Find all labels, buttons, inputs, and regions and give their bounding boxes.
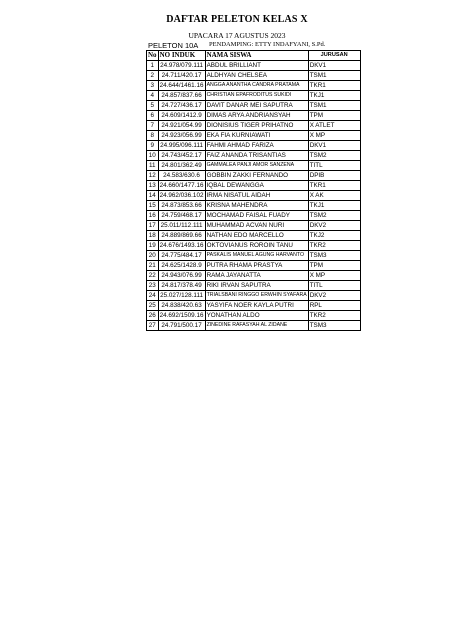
header-jurusan: JURUSAN bbox=[308, 51, 360, 61]
table-row bbox=[147, 301, 361, 311]
row-no-induk: 24.583/630.6 bbox=[158, 171, 205, 181]
row-jurusan: TKJ2 bbox=[308, 231, 360, 241]
table-row bbox=[147, 231, 361, 241]
row-number: 26 bbox=[147, 311, 159, 321]
table-row bbox=[147, 211, 361, 221]
row-no-induk: 24.801/362.49 bbox=[158, 161, 205, 171]
table-row bbox=[147, 281, 361, 291]
row-jurusan: TKR1 bbox=[308, 181, 360, 191]
row-jurusan: TSM2 bbox=[308, 211, 360, 221]
row-no-induk: 24.743/452.17 bbox=[158, 151, 205, 161]
row-jurusan: TITL bbox=[308, 161, 360, 171]
table-row bbox=[147, 111, 361, 121]
row-jurusan: RPL bbox=[308, 301, 360, 311]
table-row bbox=[147, 61, 361, 71]
row-no-induk: 24.711/420.17 bbox=[158, 71, 205, 81]
row-number: 18 bbox=[147, 231, 159, 241]
row-no-induk: 24.873/853.66 bbox=[158, 201, 205, 211]
row-jurusan: TSM3 bbox=[308, 251, 360, 261]
row-jurusan: X ATLET bbox=[308, 121, 360, 131]
table-row bbox=[147, 251, 361, 261]
row-nama-siswa: DIMAS ARYA ANDRIANSYAH bbox=[205, 111, 308, 121]
row-nama-siswa: TRIALSBANI RINGGO ERWHIN SYAFARA bbox=[205, 291, 308, 301]
row-jurusan: TSM3 bbox=[308, 321, 360, 331]
row-number: 20 bbox=[147, 251, 159, 261]
row-nama-siswa: ANGGA ANANTHA CANDRA PRATAMA bbox=[205, 81, 308, 91]
row-number: 2 bbox=[147, 71, 159, 81]
row-no-induk: 24.775/484.17 bbox=[158, 251, 205, 261]
row-no-induk: 24.995/096.111 bbox=[158, 141, 205, 151]
table-row bbox=[147, 191, 361, 201]
peleton-label: PELETON 10A bbox=[148, 41, 199, 50]
row-no-induk: 24.921/054.99 bbox=[158, 121, 205, 131]
table-row bbox=[147, 141, 361, 151]
document-subtitle: UPACARA 17 AGUSTUS 2023 bbox=[188, 31, 286, 40]
table-row bbox=[147, 101, 361, 111]
row-jurusan: TPM bbox=[308, 261, 360, 271]
row-number: 7 bbox=[147, 121, 159, 131]
table-row bbox=[147, 221, 361, 231]
row-no-induk: 25.027/128.111 bbox=[158, 291, 205, 301]
row-jurusan: X MP bbox=[308, 131, 360, 141]
row-no-induk: 24.609/1412.9 bbox=[158, 111, 205, 121]
table-body bbox=[147, 61, 361, 331]
row-nama-siswa: EKA FIA KURNIAWATI bbox=[205, 131, 308, 141]
table-row bbox=[147, 321, 361, 331]
table-row bbox=[147, 161, 361, 171]
row-nama-siswa: DIONISIUS TIGER PRIHATNO bbox=[205, 121, 308, 131]
row-jurusan: X AK bbox=[308, 191, 360, 201]
table-row bbox=[147, 131, 361, 141]
table-row bbox=[147, 261, 361, 271]
row-no-induk: 24.943/076.99 bbox=[158, 271, 205, 281]
row-jurusan: TKR1 bbox=[308, 81, 360, 91]
row-nama-siswa: PUTRA RHAMA PRASTYA bbox=[205, 261, 308, 271]
row-number: 5 bbox=[147, 101, 159, 111]
table-row bbox=[147, 311, 361, 321]
table-header-row bbox=[147, 51, 361, 61]
row-no-induk: 25.011/112.111 bbox=[158, 221, 205, 231]
row-number: 1 bbox=[147, 61, 159, 71]
row-nama-siswa: YONATHAN ALDO bbox=[205, 311, 308, 321]
row-number: 16 bbox=[147, 211, 159, 221]
row-jurusan: TKJ1 bbox=[308, 201, 360, 211]
row-number: 21 bbox=[147, 261, 159, 271]
row-jurusan: DKV2 bbox=[308, 221, 360, 231]
table-row bbox=[147, 201, 361, 211]
row-jurusan: TITL bbox=[308, 281, 360, 291]
table-row bbox=[147, 271, 361, 281]
row-no-induk: 24.660/1477.16 bbox=[159, 182, 204, 189]
table-row bbox=[147, 71, 361, 81]
row-number: 15 bbox=[147, 201, 159, 211]
row-no-induk: 24.923/056.99 bbox=[158, 131, 205, 141]
student-table bbox=[146, 50, 361, 331]
row-no-induk: 24.727/436.17 bbox=[158, 101, 205, 111]
row-nama-siswa: DAVIT DANAR MEI SAPUTRA bbox=[205, 101, 308, 111]
row-number: 27 bbox=[147, 321, 159, 331]
row-number: 11 bbox=[147, 161, 159, 171]
row-number: 3 bbox=[147, 81, 159, 91]
row-jurusan: TKR2 bbox=[308, 311, 360, 321]
row-jurusan: TSM1 bbox=[308, 71, 360, 81]
row-nama-siswa: RIKI IRVAN SAPUTRA bbox=[205, 281, 308, 291]
row-number: 8 bbox=[147, 131, 159, 141]
row-no-induk: 24.962/036.102 bbox=[159, 192, 204, 199]
row-nama-siswa: CHRISTIAN EPAFRODITUS SUKIDI bbox=[205, 91, 308, 101]
row-nama-siswa: NATHAN EDO MARCELLO bbox=[205, 231, 308, 241]
row-nama-siswa: IRMA NISATUL AIDAH bbox=[205, 191, 308, 201]
row-number: 24 bbox=[147, 291, 159, 301]
row-no-induk: 24.692/1509.16 bbox=[159, 312, 204, 319]
row-jurusan: DKV1 bbox=[308, 141, 360, 151]
table-row bbox=[147, 151, 361, 161]
table-row bbox=[147, 181, 361, 191]
row-number: 22 bbox=[147, 271, 159, 281]
table-row bbox=[147, 121, 361, 131]
row-no-induk: 24.676/1493.16 bbox=[159, 242, 204, 249]
row-jurusan: DKV2 bbox=[308, 291, 360, 301]
row-nama-siswa: MUHAMMAD ACVAN NURI bbox=[205, 221, 308, 231]
row-jurusan: TPM bbox=[308, 111, 360, 121]
row-jurusan: TKJ1 bbox=[308, 91, 360, 101]
document-title: DAFTAR PELETON KELAS X bbox=[166, 14, 308, 25]
row-number: 9 bbox=[147, 141, 159, 151]
row-nama-siswa: YASYIFA NOER KAYLA PUTRI bbox=[205, 301, 308, 311]
row-no-induk: 24.644/1461.16 bbox=[159, 82, 204, 89]
row-no-induk: 24.857/837.66 bbox=[158, 91, 205, 101]
row-nama-siswa: GOBBIN ZAKKI FERNANDO bbox=[205, 171, 308, 181]
row-no-induk: 24.817/378.49 bbox=[158, 281, 205, 291]
row-nama-siswa: ZINEDINE RAFASYAH AL ZIDANE bbox=[205, 321, 308, 331]
header-no: No bbox=[148, 51, 157, 59]
row-number: 12 bbox=[147, 171, 159, 181]
row-number: 25 bbox=[147, 301, 159, 311]
row-number: 6 bbox=[147, 111, 159, 121]
row-nama-siswa: MOCHAMAD FAISAL FUADY bbox=[205, 211, 308, 221]
row-no-induk: 24.625/1428.9 bbox=[158, 261, 205, 271]
row-nama-siswa: FAHMI AHMAD FARIZA bbox=[205, 141, 308, 151]
row-number: 23 bbox=[147, 281, 159, 291]
row-number: 4 bbox=[147, 91, 159, 101]
row-nama-siswa: OKTOVIANUS ROROIN TANU bbox=[205, 241, 308, 251]
row-no-induk: 24.759/468.17 bbox=[158, 211, 205, 221]
row-nama-siswa: ABDUL BRILLIANT bbox=[205, 61, 308, 71]
row-number: 17 bbox=[147, 221, 159, 231]
row-number: 14 bbox=[147, 191, 159, 201]
header-nama-siswa: NAMA SISWA bbox=[205, 51, 308, 61]
row-jurusan: DPIB bbox=[308, 171, 360, 181]
row-jurusan: TKR2 bbox=[308, 241, 360, 251]
row-no-induk: 24.838/420.63 bbox=[158, 301, 205, 311]
row-number: 10 bbox=[147, 151, 159, 161]
row-no-induk: 24.889/869.66 bbox=[158, 231, 205, 241]
row-no-induk: 24.978/079.111 bbox=[158, 61, 205, 71]
row-nama-siswa: PASKALIS MANUEL AGUNG HARVANTO bbox=[205, 251, 308, 261]
table-row bbox=[147, 291, 361, 301]
table-row bbox=[147, 241, 361, 251]
row-nama-siswa: RAMA JAYANATTA bbox=[205, 271, 308, 281]
table-row bbox=[147, 171, 361, 181]
row-jurusan: X MP bbox=[308, 271, 360, 281]
row-number: 19 bbox=[147, 241, 159, 251]
row-jurusan: TSM1 bbox=[308, 101, 360, 111]
row-number: 13 bbox=[147, 181, 159, 191]
row-nama-siswa: KRISNA MAHENDRA bbox=[205, 201, 308, 211]
table-row bbox=[147, 91, 361, 101]
pendamping-label: PENDAMPING: ETTY INDAFYANI, S.Pd. bbox=[209, 41, 326, 48]
row-jurusan: DKV1 bbox=[308, 61, 360, 71]
row-no-induk: 24.791/500.17 bbox=[158, 321, 205, 331]
row-nama-siswa: FAIZ ANANDA TRISANTIAS bbox=[205, 151, 308, 161]
row-nama-siswa: GAMMALEA PANJI AMOR SANZENA bbox=[205, 161, 308, 171]
row-nama-siswa: ALDHYAN CHELSEA bbox=[205, 71, 308, 81]
row-nama-siswa: IQBAL DEWANGGA bbox=[205, 181, 308, 191]
table-row bbox=[147, 81, 361, 91]
row-jurusan: TSM2 bbox=[308, 151, 360, 161]
header-no-induk: NO INDUK bbox=[158, 51, 205, 61]
